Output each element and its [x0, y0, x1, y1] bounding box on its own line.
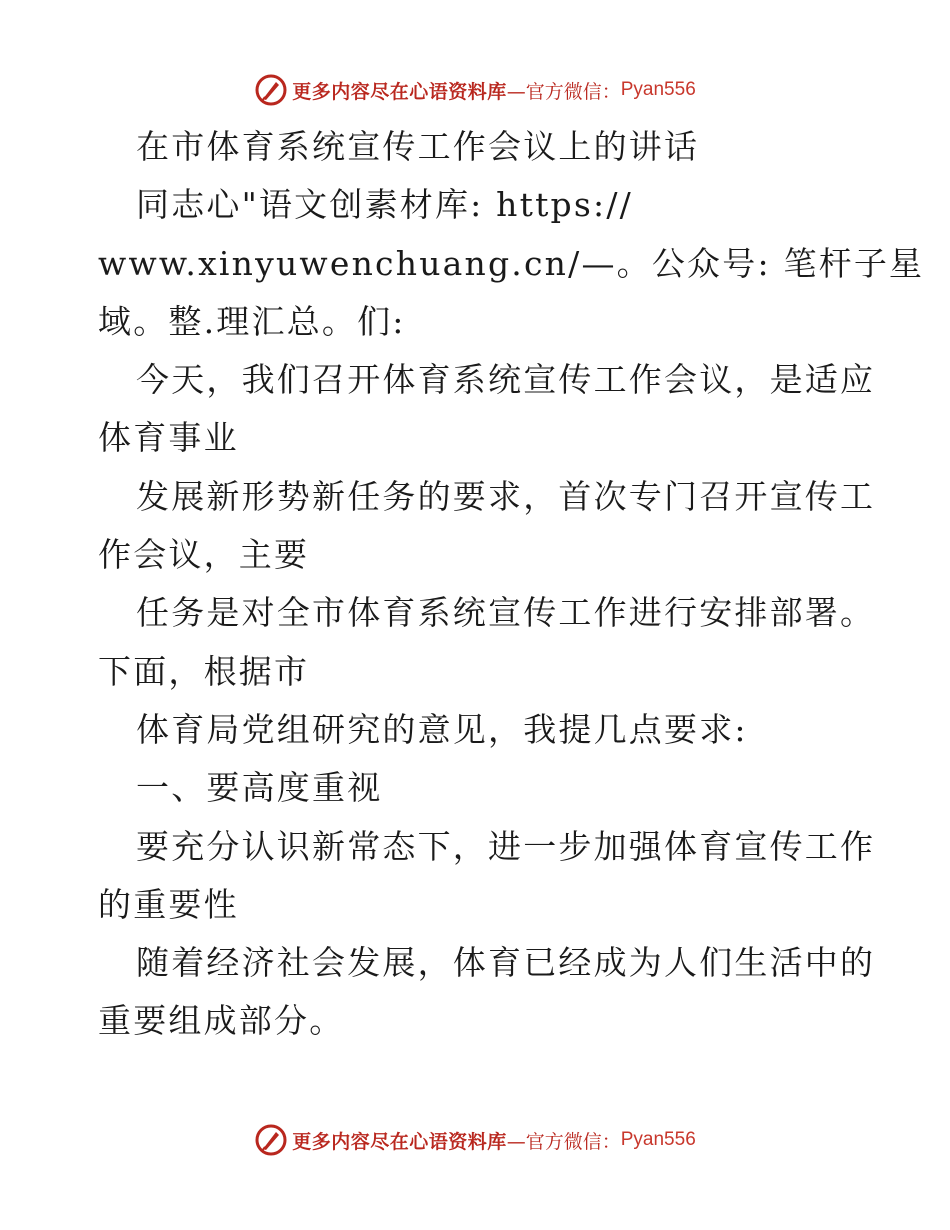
- text-line: www.xinyuwenchuang.cn/—。公众号: 笔杆子星: [98, 243, 925, 283]
- footer-watermark-banner: [0, 1120, 950, 1160]
- text-line: 体育局党组研究的意见，我提几点要求:: [136, 709, 748, 749]
- text-line: 体育事业: [98, 418, 239, 458]
- quill-pen-icon: [254, 73, 288, 107]
- text-line: 作会议，主要: [98, 535, 310, 575]
- banner-text: 更多内容尽在心语资料库: [292, 80, 507, 103]
- quill-pen-icon: [254, 1123, 288, 1157]
- banner-separator: —官方微信：: [506, 80, 621, 103]
- document-title: 在市体育系统宣传工作会议上的讲话: [136, 127, 700, 166]
- text-line: 发展新形势新任务的要求，首次专门召开宣传工: [136, 476, 876, 516]
- text-line: 重要组成部分。: [98, 1001, 345, 1041]
- text-line: 下面，根据市: [98, 651, 310, 691]
- text-line: 同志心"语文创素材库: https://: [136, 185, 633, 225]
- text-line: 随着经济社会发展，体育已经成为人们生活中的: [136, 943, 876, 983]
- section-heading: 一、要高度重视: [136, 768, 383, 808]
- banner-wechat-id: Pyan556: [620, 79, 696, 100]
- banner-text: 更多内容尽在心语资料库: [292, 1130, 507, 1153]
- text-line: 任务是对全市体育系统宣传工作进行安排部署。: [136, 593, 876, 633]
- text-line: 要充分认识新常态下，进一步加强体育宣传工作: [136, 826, 876, 866]
- banner-wechat-id: Pyan556: [620, 1129, 696, 1150]
- banner-separator: —官方微信：: [506, 1130, 621, 1153]
- document-body: [98, 118, 925, 1051]
- text-line: 的重要性: [98, 884, 239, 924]
- text-line: 域。整.理汇总。们:: [98, 301, 406, 341]
- text-line: 今天，我们召开体育系统宣传工作会议，是适应: [136, 360, 876, 400]
- header-watermark-banner: [0, 70, 950, 110]
